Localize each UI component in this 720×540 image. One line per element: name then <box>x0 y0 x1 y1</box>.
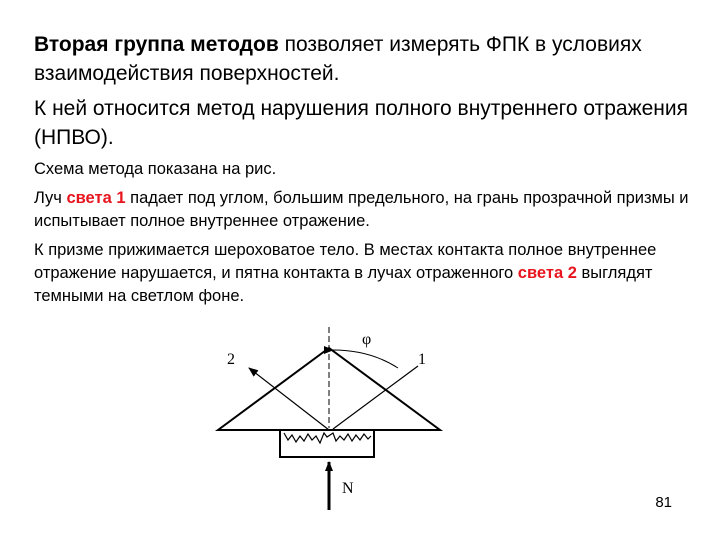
label-normal-force: N <box>342 480 354 497</box>
page-number: 81 <box>655 494 672 511</box>
paragraph-4-before: Луч <box>34 189 67 207</box>
highlight-light-2: света 2 <box>517 264 577 282</box>
label-ray-2: 2 <box>227 351 235 368</box>
paragraph-1-bold: Вторая группа методов <box>34 33 279 56</box>
paragraph-5-after: выглядят темными на светлом фоне. <box>34 264 653 305</box>
paragraph-1-rest: позволяет измерять ФПК в условиях взаимодействия поверхностей. <box>34 33 642 85</box>
rough-surface <box>284 433 371 443</box>
paragraph-2: К ней относится метод нарушения полного внутреннего отражения (НПВО). <box>34 97 688 149</box>
paragraph-4-after: падает под углом, большим предельного, на грань прозрачной призмы и испытывает полное внутреннее отражение. <box>34 189 689 230</box>
paragraph-3: Схема метода показана на рис. <box>34 160 277 178</box>
rough-body <box>280 430 374 457</box>
label-ray-1: 1 <box>418 351 426 368</box>
highlight-light-1: света 1 <box>66 189 126 207</box>
paragraph-5-before: К призме прижимается шероховатое тело. В местах контакта полное внутреннее отражение нарушается, и пятна контакта в лучах отраженного <box>34 241 657 282</box>
ray-1 <box>333 366 418 429</box>
label-angle-phi: φ <box>362 331 372 348</box>
